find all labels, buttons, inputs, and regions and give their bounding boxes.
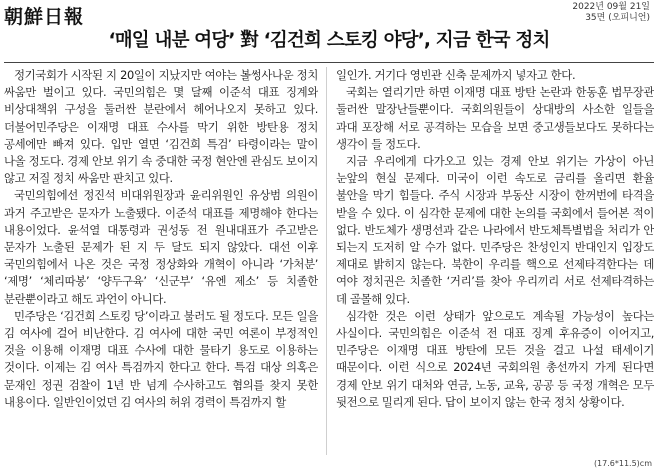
- masthead: [0, 0, 658, 26]
- article-column-left: [4, 67, 318, 455]
- paragraph: 정기국회가 시작된 지 20일이 지났지만 여야는 볼썽사나운 정치 싸움만 벌이고 있다. 국민의힘은 몇 달째 이준석 대표 징계와 비상대책위 구성을 둘러싼 분란에서 헤어나오지 못하고 있다. 더불어민주당은 이재명 대표 수사를 막기 위한 방탄용 정치 공세에만 빠져 있다. 입만 열면 ‘김건희 특검’ 타령이라는 말이 나올 정도다. 경제 안보 위기 속 중대한 국정 현안엔 관심도 보이지 않고 저질 정치 싸움만 판치고 있다.: [4, 68, 318, 186]
- dateline: [572, 2, 650, 24]
- paragraph: 민주당은 ‘김건희 스토킹 당’이라고 불러도 될 정도다. 모든 일을 김 여사에 걸어 비난한다. 김 여사에 대한 국민 여론이 부정적인 것을 이용해 이재명 대표 수사에 대한 물타기 용도로 이용하는 것이다. 이제는 김 여사 특검까지 한다고 한다. 특검 대상 의혹은 문재인 정권 검찰이 1년 반 넘게 수사하고도 혐의를 찾지 못한 내용이다. 일반인이었던 김 여사의 허위 경력이 특검까지 할: [4, 308, 318, 409]
- paragraph: 지금 우리에게 다가오고 있는 경제 안보 위기는 가상이 아닌 눈앞의 현실 문제다. 미국이 이런 속도로 금리를 올리면 환율 불안을 막기 힘들다. 주식 시장과 부동산 시장이 한꺼번에 타격을 받을 수 있다. 이 심각한 문제에 대한 논의를 국회에서 들어본 적이 없다. 반도체가 생명선과 같은 나라에서 반도체특별법을 처리가 안 되는지 도저히 알 수가 없다. 민주당은 찬성인지 반대인지 입장도 제대로 밝히지 않는다. 북한이 우리를 핵으로 선제타격한다는 데 여야 정치권은 치졸한 ‘거리’를 찾아 우리끼리 서로 선제타격하는 데 골몰해 있다.: [336, 154, 654, 306]
- paragraph: 국민의힘에선 정진석 비대위원장과 윤리위원인 유상범 의원이 과거 주고받은 문자가 노출됐다. 이준석 대표를 제명해야 한다는 내용이었다. 윤석열 대통령과 권성동 전 원내대표가 주고받은 문자가 노출된 문제가 된 지 두 달도 되지 않았다. 대선 이후 국민의힘에서 나온 것은 국정 정상화와 개혁이 아니라 ‘가처분’ ‘제명’ ‘체리따봉’ ‘양두구육’ ‘신군부’ ‘유엔 제소’ 등 치졸한 분란뿐이라고 해도 과언이 아니다.: [4, 188, 318, 306]
- article-column-right: [336, 67, 654, 455]
- headline-rule: [4, 62, 654, 63]
- publish-date: 2022년 09월 21일: [572, 2, 650, 12]
- newspaper-logo: 朝鮮日報: [4, 6, 85, 28]
- paragraph: 일인가. 거기다 영빈관 신축 문제까지 넣자고 한다.: [336, 68, 576, 82]
- paragraph: 심각한 것은 이런 상태가 앞으로도 계속될 가능성이 높다는 사실이다. 국민의힘은 이준석 전 대표 징계 후유증이 이어지고, 민주당은 이재명 대표 방탄에 모든 것을 걸고 나설 태세이기 때문이다. 이런 식으로 2024년 국회의원 총선까지 가게 된다면 경제 안보 위기 대처와 연금, 노동, 교육, 공공 등 국정 개혁은 모두 뒷전으로 밀리게 된다. 답이 보이지 않는 한국 정치 상황이다.: [336, 308, 654, 409]
- column-divider: [326, 67, 327, 455]
- page-section: 35면 (오피니언): [585, 13, 650, 23]
- paragraph: 국회는 열리기만 하면 이재명 대표 방탄 논란과 한동훈 법무장관 둘러싼 말장난들뿐이다. 국회의원들이 상대방의 사소한 일들을 과대 포장해 서로 공격하는 모습을 보면 중고생들보다도 못하다는 생각이 들 정도다.: [336, 85, 654, 151]
- size-note: (17.6*11.5)cm: [593, 459, 652, 468]
- headline: ‘매일 내분 여당’ 對 ‘김건희 스토킹 야당’, 지금 한국 정치: [108, 30, 550, 51]
